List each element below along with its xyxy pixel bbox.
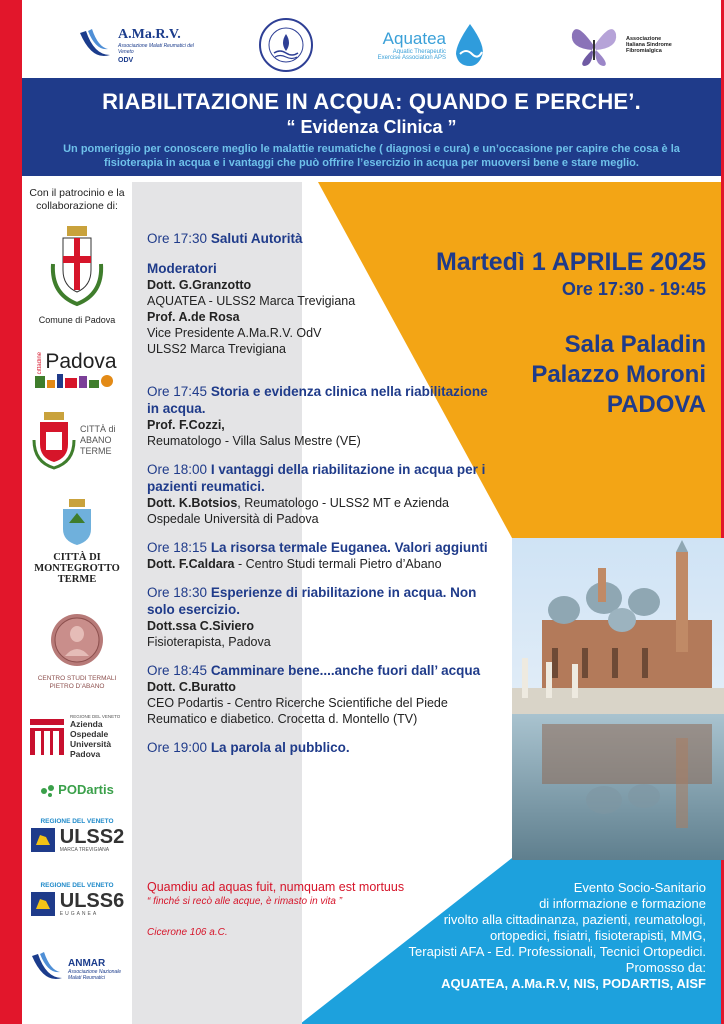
anmar-label: ANMAR bbox=[68, 957, 106, 969]
event-datetime bbox=[380, 247, 706, 300]
aisf-logo bbox=[568, 14, 676, 76]
talk-item bbox=[147, 584, 497, 650]
podartis-label: PODartis bbox=[58, 782, 114, 797]
talk-role: CEO Podartis - Centro Ricerche Scientifiche del Piede Reumatico e diabetico. Crocetta d. Montello (TV) bbox=[147, 696, 448, 726]
ulss6-sub: EUGANEA bbox=[59, 911, 99, 917]
ulss6-region: REGIONE DEL VENETO bbox=[40, 882, 114, 889]
sponsor-abano-label: CITTÀ di ABANO TERME bbox=[80, 423, 116, 456]
amarv-brand: A.Ma.R.V. bbox=[118, 26, 181, 42]
talk-time: Ore 18:15 bbox=[147, 540, 208, 555]
ulss2-sub: MARCA TREVIGIANA bbox=[59, 847, 110, 853]
talk-role: Fisioterapista, Padova bbox=[147, 635, 271, 649]
montegrotto-crest-icon bbox=[57, 497, 97, 547]
sponsor-abano bbox=[22, 410, 132, 470]
sponsor-comune-padova bbox=[22, 224, 132, 325]
montegrotto-line1: CITTÀ DI bbox=[53, 552, 101, 563]
anmar-sub: Associazione Nazionale Malati Reumatici bbox=[68, 968, 122, 981]
venue-line-2: Palazzo Moroni bbox=[531, 361, 706, 388]
ulss6-lion-icon bbox=[30, 891, 56, 917]
talk-title: Camminare bene....anche fuori dall’ acqua bbox=[210, 663, 481, 678]
talk-role: Reumatologo - Villa Salus Mestre (VE) bbox=[147, 434, 361, 448]
abano-crest-icon bbox=[32, 410, 76, 470]
podartis-dots-icon bbox=[40, 783, 56, 797]
cittadine-label: Padova bbox=[45, 350, 117, 373]
talk-time: Ore 17:45 bbox=[147, 384, 208, 399]
quote-author: Cicerone 106 a.C. bbox=[147, 927, 228, 938]
sponsor-padova-label: Comune di Padova bbox=[38, 315, 116, 325]
sponsors-intro: Con il patrocinio e la collaborazione di: bbox=[29, 187, 125, 212]
welcome-title: Saluti Autorità bbox=[210, 231, 303, 246]
promo-line-4: ortopedici, fisiatri, fisioterapisti, MMG, bbox=[489, 928, 706, 943]
nis-seal-icon bbox=[258, 17, 314, 73]
venue-line-1: Sala Paladin bbox=[564, 331, 706, 358]
amarv-sub: Associazione Malati Reumatici del Veneto bbox=[118, 42, 194, 55]
ulss2-label: ULSS2 bbox=[59, 826, 125, 848]
moderator-1-role: AQUATEA - ULSS2 Marca Trevigiana bbox=[147, 294, 356, 308]
talk-speaker: Prof. F.Cozzi, bbox=[147, 418, 225, 432]
amarv-wave-icon bbox=[78, 25, 112, 65]
promo-line-3: rivolto alla cittadinanza, pazienti, reumatologi, bbox=[443, 912, 706, 927]
aisf-sub: Associazione Italiana Sindrome Fibromialgica bbox=[626, 36, 672, 54]
event-description: Un pomeriggio per conoscere meglio le malattie reumatiche ( diagnosi e cura) e un’occasione per capire che cosa è la fisioterapia in acqua e i vantaggi che può offrire l’esercizio in acqua per muoversi bene e stare meglio. bbox=[63, 143, 680, 169]
aquatea-brand: Aquatea bbox=[382, 29, 446, 48]
talk-speaker: Dott.ssa C.Siviero bbox=[147, 619, 254, 633]
moderator-1-name: Dott. G.Granzotto bbox=[147, 278, 252, 292]
talk-role: , Reumatologo - ULSS2 MT e Azienda Ospedale Università di Padova bbox=[147, 496, 449, 526]
moderator-2-role-2: ULSS2 Marca Trevigiana bbox=[147, 342, 286, 356]
sponsor-anmar bbox=[22, 950, 132, 988]
ulss2-region: REGIONE DEL VENETO bbox=[40, 818, 114, 825]
basilica-photo bbox=[512, 538, 724, 860]
aisf-butterfly-icon bbox=[568, 20, 620, 70]
sponsor-cittadine-padova bbox=[22, 350, 132, 393]
venue-line-3: PADOVA bbox=[606, 391, 706, 418]
talk-time: Ore 18:00 bbox=[147, 462, 208, 477]
cittadine-skyline-icon bbox=[35, 374, 119, 388]
closing-time: Ore 19:00 bbox=[147, 740, 208, 755]
sponsor-ulss6 bbox=[22, 882, 132, 917]
talk-item bbox=[147, 662, 497, 727]
left-red-bar bbox=[0, 0, 22, 1024]
sponsor-ulss2 bbox=[22, 818, 132, 853]
moderators-heading: Moderatori bbox=[147, 261, 217, 276]
talk-item bbox=[147, 539, 497, 572]
event-title: RIABILITAZIONE IN ACQUA: QUANDO E PERCHE’. bbox=[102, 89, 641, 114]
talk-time: Ore 18:45 bbox=[147, 663, 208, 678]
amarv-logo bbox=[78, 14, 198, 76]
azienda-small-label: REGIONE DEL VENETO bbox=[70, 714, 121, 719]
promo-line-7: AQUATEA, A.Ma.R.V, NIS, PODARTIS, AISF bbox=[441, 976, 706, 991]
event-date: Martedì 1 APRILE 2025 bbox=[435, 248, 706, 276]
talk-speaker: Dott. K.Botsios bbox=[147, 496, 238, 510]
basilica-illustration bbox=[512, 538, 724, 860]
talk-title: Esperienze di riabilitazione in acqua. Non solo esercizio. bbox=[147, 585, 477, 617]
promo-line-2: di informazione e formazione bbox=[539, 896, 706, 911]
title-banner bbox=[22, 78, 721, 176]
aquatea-logo bbox=[372, 14, 488, 76]
promo-line-6: Promosso da: bbox=[625, 960, 706, 975]
talk-role: - Centro Studi termali Pietro d’Abano bbox=[234, 557, 442, 571]
montegrotto-line2: MONTEGROTTO bbox=[34, 563, 120, 574]
talk-title: Storia e evidenza clinica nella riabilitazione in acqua. bbox=[147, 384, 488, 416]
montegrotto-line3: TERME bbox=[57, 574, 97, 585]
talk-item bbox=[147, 461, 497, 527]
talk-speaker: Dott. F.Caldara bbox=[147, 557, 235, 571]
promo-line-5: Terapisti AFA - Ed. Professionali, Tecnici Ortopedici. bbox=[408, 944, 706, 959]
event-time: Ore 17:30 - 19:45 bbox=[561, 279, 706, 299]
azienda-label: Azienda Ospedale Università Padova bbox=[70, 719, 112, 759]
ulss6-label: ULSS6 bbox=[59, 890, 125, 912]
quote-italian: “ finché si recò alle acque, è rimasto in vita ” bbox=[147, 896, 343, 907]
ulss2-lion-icon bbox=[30, 827, 56, 853]
anmar-wave-icon bbox=[30, 950, 64, 988]
centro-studi-medallion-icon bbox=[49, 612, 105, 668]
sponsor-podartis bbox=[22, 782, 132, 797]
talk-speaker: Dott. C.Buratto bbox=[147, 680, 236, 694]
sponsor-centro-studi bbox=[22, 612, 132, 691]
event-subtitle: “ Evidenza Clinica ” bbox=[286, 117, 457, 137]
quote-latin: Quamdiu ad aquas fuit, numquam est mortuus bbox=[147, 880, 405, 894]
sponsor-azienda-ospedale bbox=[22, 714, 132, 759]
talk-title: La risorsa termale Euganea. Valori aggiunti bbox=[210, 540, 488, 555]
moderator-2-role-1: Vice Presidente A.Ma.R.V. OdV bbox=[147, 326, 322, 340]
sponsor-montegrotto bbox=[22, 497, 132, 585]
centro-studi-label: CENTRO STUDI TERMALI PIETRO D’ABANO bbox=[37, 675, 117, 690]
aquatea-sub: Aquatic Therapeutic Exercise Association APS bbox=[377, 49, 446, 61]
closing-title: La parola al pubblico. bbox=[210, 740, 350, 755]
welcome-time: Ore 17:30 bbox=[147, 231, 208, 246]
nis-logo bbox=[258, 14, 314, 76]
cittadine-small: cittadine bbox=[37, 351, 44, 374]
promo-block bbox=[360, 880, 706, 992]
talk-title: I vantaggi della riabilitazione in acqua per i pazienti reumatici. bbox=[147, 462, 486, 494]
promo-line-1: Evento Socio-Sanitario bbox=[573, 880, 706, 895]
closing-item bbox=[147, 739, 497, 756]
talk-time: Ore 18:30 bbox=[147, 585, 208, 600]
sponsors-column bbox=[22, 182, 132, 1024]
aquatea-drop-icon bbox=[452, 22, 488, 68]
program-schedule bbox=[147, 230, 497, 756]
azienda-arch-icon bbox=[28, 717, 66, 757]
amarv-odv: ODV bbox=[118, 56, 134, 64]
moderator-2-name: Prof. A.de Rosa bbox=[147, 310, 240, 324]
welcome-item bbox=[147, 230, 497, 247]
event-venue bbox=[440, 330, 706, 420]
padova-crest-icon bbox=[47, 224, 107, 310]
